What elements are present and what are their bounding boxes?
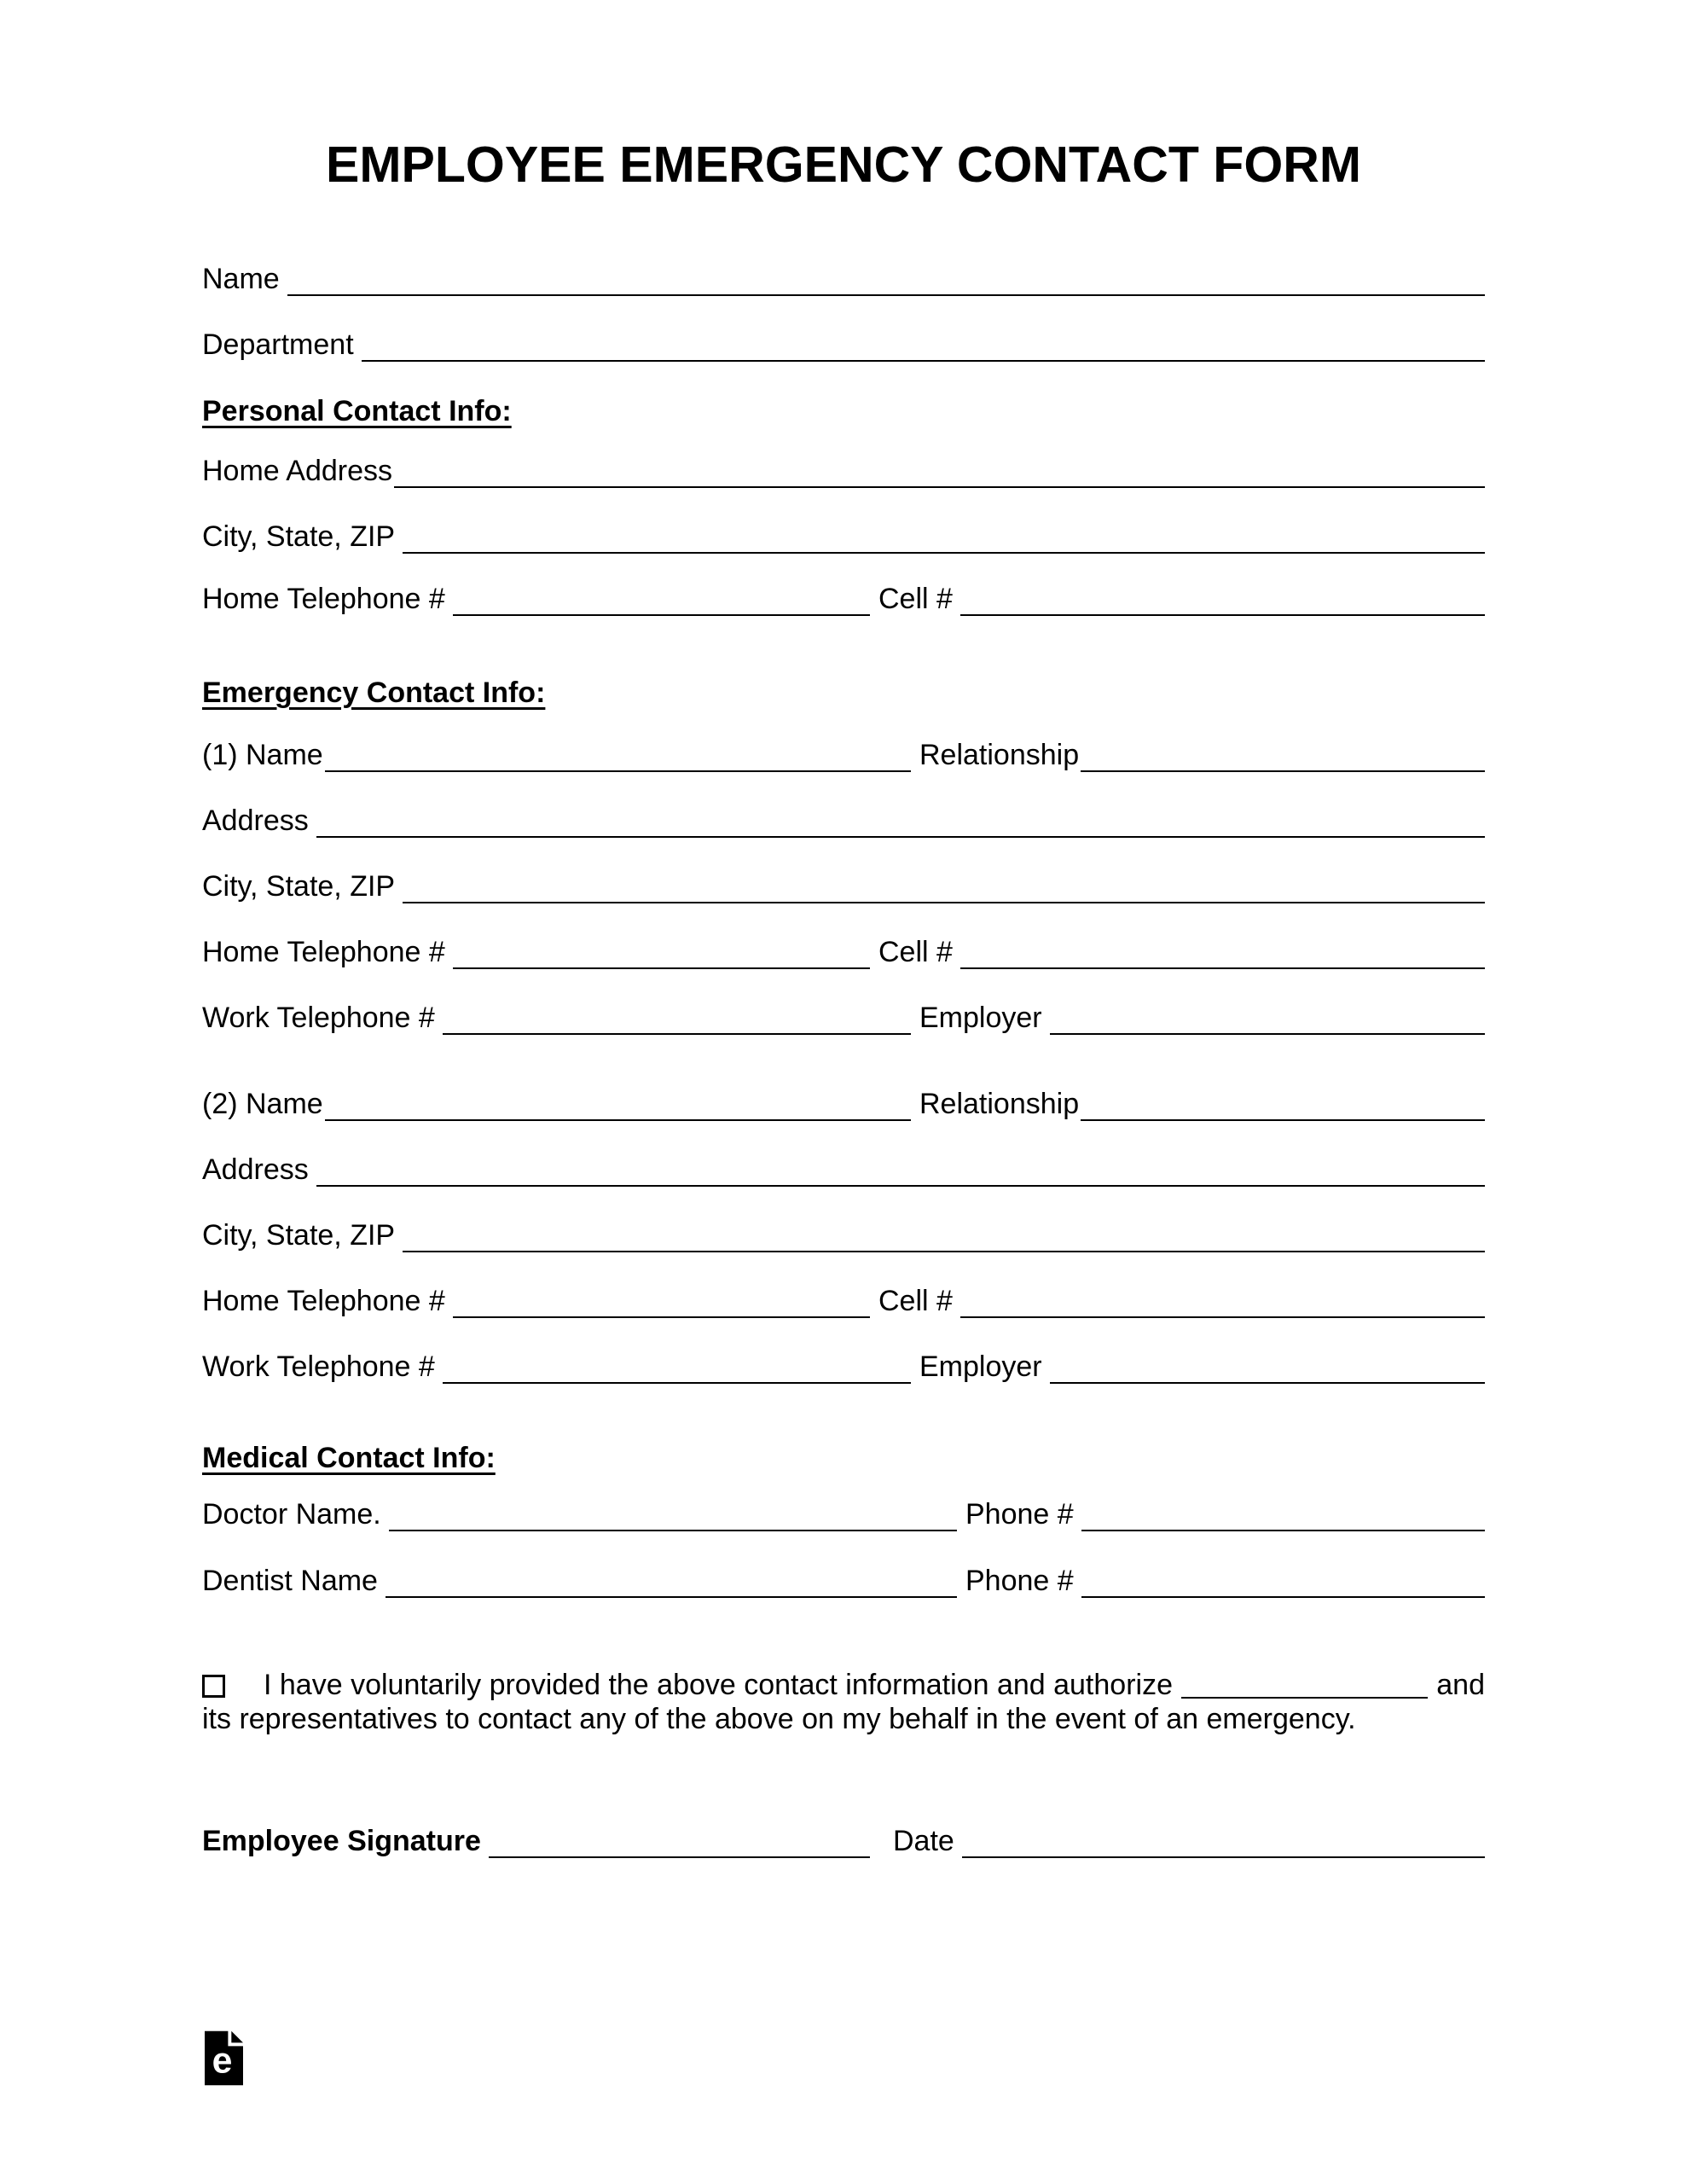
- authorization-text-before-blank: I have voluntarily provided the above contact information and authorize: [264, 1669, 1173, 1701]
- department-field-line[interactable]: [362, 360, 1485, 362]
- doctor-phone-field-label: Phone #: [965, 1498, 1074, 1531]
- home-telephone-field-line[interactable]: [453, 614, 870, 616]
- personal-phones-row: [202, 578, 1485, 616]
- contact1-cell-field-line[interactable]: [960, 967, 1485, 969]
- eforms-logo: [205, 2030, 243, 2086]
- contact1-home-telephone-field-line[interactable]: [453, 967, 870, 969]
- emergency-contact-heading: Emergency Contact Info:: [202, 677, 546, 709]
- contact2-work-telephone-field-label: Work Telephone #: [202, 1350, 435, 1383]
- doctor-phone-field-line[interactable]: [1081, 1530, 1485, 1531]
- contact1-name-relationship-row: [202, 735, 1485, 772]
- contact2-relationship-field-line[interactable]: [1081, 1119, 1485, 1121]
- contact1-address-field-line[interactable]: [316, 836, 1485, 838]
- contact1-name-field-line[interactable]: [325, 770, 911, 772]
- contact2-relationship-field-label: Relationship: [919, 1088, 1080, 1120]
- name-field-row: [202, 258, 1485, 296]
- dentist-phone-field-label: Phone #: [965, 1565, 1074, 1597]
- medical-contact-heading: Medical Contact Info:: [202, 1442, 496, 1474]
- home-telephone-field-label: Home Telephone #: [202, 583, 445, 615]
- contact2-city-state-zip-field-label: City, State, ZIP: [202, 1219, 396, 1252]
- doctor-name-field-line[interactable]: [389, 1530, 957, 1531]
- authorization-company-line[interactable]: [1181, 1697, 1428, 1699]
- contact1-cell-field-label: Cell #: [878, 936, 953, 968]
- svg-text:e: e: [212, 2040, 233, 2082]
- contact1-address-field-label: Address: [202, 804, 309, 837]
- contact1-city-state-zip-field-line[interactable]: [403, 902, 1485, 903]
- contact1-relationship-field-line[interactable]: [1081, 770, 1485, 772]
- contact2-city-state-zip-field-line[interactable]: [403, 1251, 1485, 1252]
- authorization-statement: [202, 1668, 1485, 1736]
- contact1-work-telephone-field-label: Work Telephone #: [202, 1002, 435, 1034]
- contact1-employer-field-label: Employer: [919, 1002, 1042, 1034]
- contact1-relationship-field-label: Relationship: [919, 739, 1080, 771]
- contact2-address-row: [202, 1149, 1485, 1187]
- home-address-field-label: Home Address: [202, 455, 392, 487]
- personal-contact-heading: Personal Contact Info:: [202, 395, 512, 427]
- name-field-label: Name: [202, 263, 280, 295]
- contact1-work-telephone-field-line[interactable]: [443, 1033, 911, 1035]
- contact2-address-field-line[interactable]: [316, 1185, 1485, 1187]
- contact2-name-field-label: (2) Name: [202, 1088, 323, 1120]
- date-label: Date: [893, 1825, 954, 1857]
- contact1-city-state-zip-row: [202, 866, 1485, 903]
- employee-signature-label: Employee Signature: [202, 1825, 481, 1857]
- contact2-cell-field-label: Cell #: [878, 1285, 953, 1317]
- name-field-line[interactable]: [287, 294, 1485, 296]
- contact2-employer-field-label: Employer: [919, 1350, 1042, 1383]
- dentist-name-field-label: Dentist Name: [202, 1565, 378, 1597]
- home-address-field-line[interactable]: [394, 486, 1485, 488]
- contact2-phones-row: [202, 1281, 1485, 1318]
- contact2-work-employer-row: [202, 1346, 1485, 1384]
- city-state-zip-field-label: City, State, ZIP: [202, 520, 396, 553]
- doctor-name-field-label: Doctor Name.: [202, 1498, 381, 1531]
- contact2-name-relationship-row: [202, 1083, 1485, 1121]
- contact2-city-state-zip-row: [202, 1215, 1485, 1252]
- form-title: EMPLOYEE EMERGENCY CONTACT FORM: [326, 136, 1361, 193]
- city-state-zip-field-line[interactable]: [403, 552, 1485, 554]
- cell-field-line[interactable]: [960, 614, 1485, 616]
- dentist-name-field-line[interactable]: [386, 1596, 957, 1598]
- cell-field-label: Cell #: [878, 583, 953, 615]
- employee-signature-line[interactable]: [489, 1856, 870, 1858]
- contact1-employer-field-line[interactable]: [1050, 1033, 1485, 1035]
- contact2-employer-field-line[interactable]: [1050, 1382, 1485, 1384]
- personal-city-state-zip-row: [202, 516, 1485, 554]
- form-content: [202, 0, 1485, 2086]
- contact2-address-field-label: Address: [202, 1153, 309, 1186]
- contact2-work-telephone-field-line[interactable]: [443, 1382, 911, 1384]
- contact1-work-employer-row: [202, 997, 1485, 1035]
- contact1-home-telephone-field-label: Home Telephone #: [202, 936, 445, 968]
- contact2-name-field-line[interactable]: [325, 1119, 911, 1121]
- contact1-phones-row: [202, 932, 1485, 969]
- dentist-phone-field-line[interactable]: [1081, 1596, 1485, 1598]
- home-address-field-row: [202, 450, 1485, 488]
- authorization-line1: [202, 1668, 1485, 1702]
- authorization-text-after-blank: and: [1436, 1669, 1485, 1701]
- contact1-city-state-zip-field-label: City, State, ZIP: [202, 870, 396, 903]
- authorization-checkbox[interactable]: [202, 1675, 225, 1698]
- contact1-address-row: [202, 800, 1485, 838]
- date-line[interactable]: [962, 1856, 1485, 1858]
- department-field-label: Department: [202, 328, 354, 361]
- contact2-home-telephone-field-line[interactable]: [453, 1316, 870, 1318]
- signature-row: [202, 1821, 1485, 1858]
- contact2-cell-field-line[interactable]: [960, 1316, 1485, 1318]
- department-field-row: [202, 324, 1485, 362]
- dentist-row: [202, 1560, 1485, 1598]
- contact2-home-telephone-field-label: Home Telephone #: [202, 1285, 445, 1317]
- contact1-name-field-label: (1) Name: [202, 739, 323, 771]
- doctor-row: [202, 1494, 1485, 1531]
- authorization-line2: its representatives to contact any of the above on my behalf in the event of an emergency.: [202, 1703, 1356, 1735]
